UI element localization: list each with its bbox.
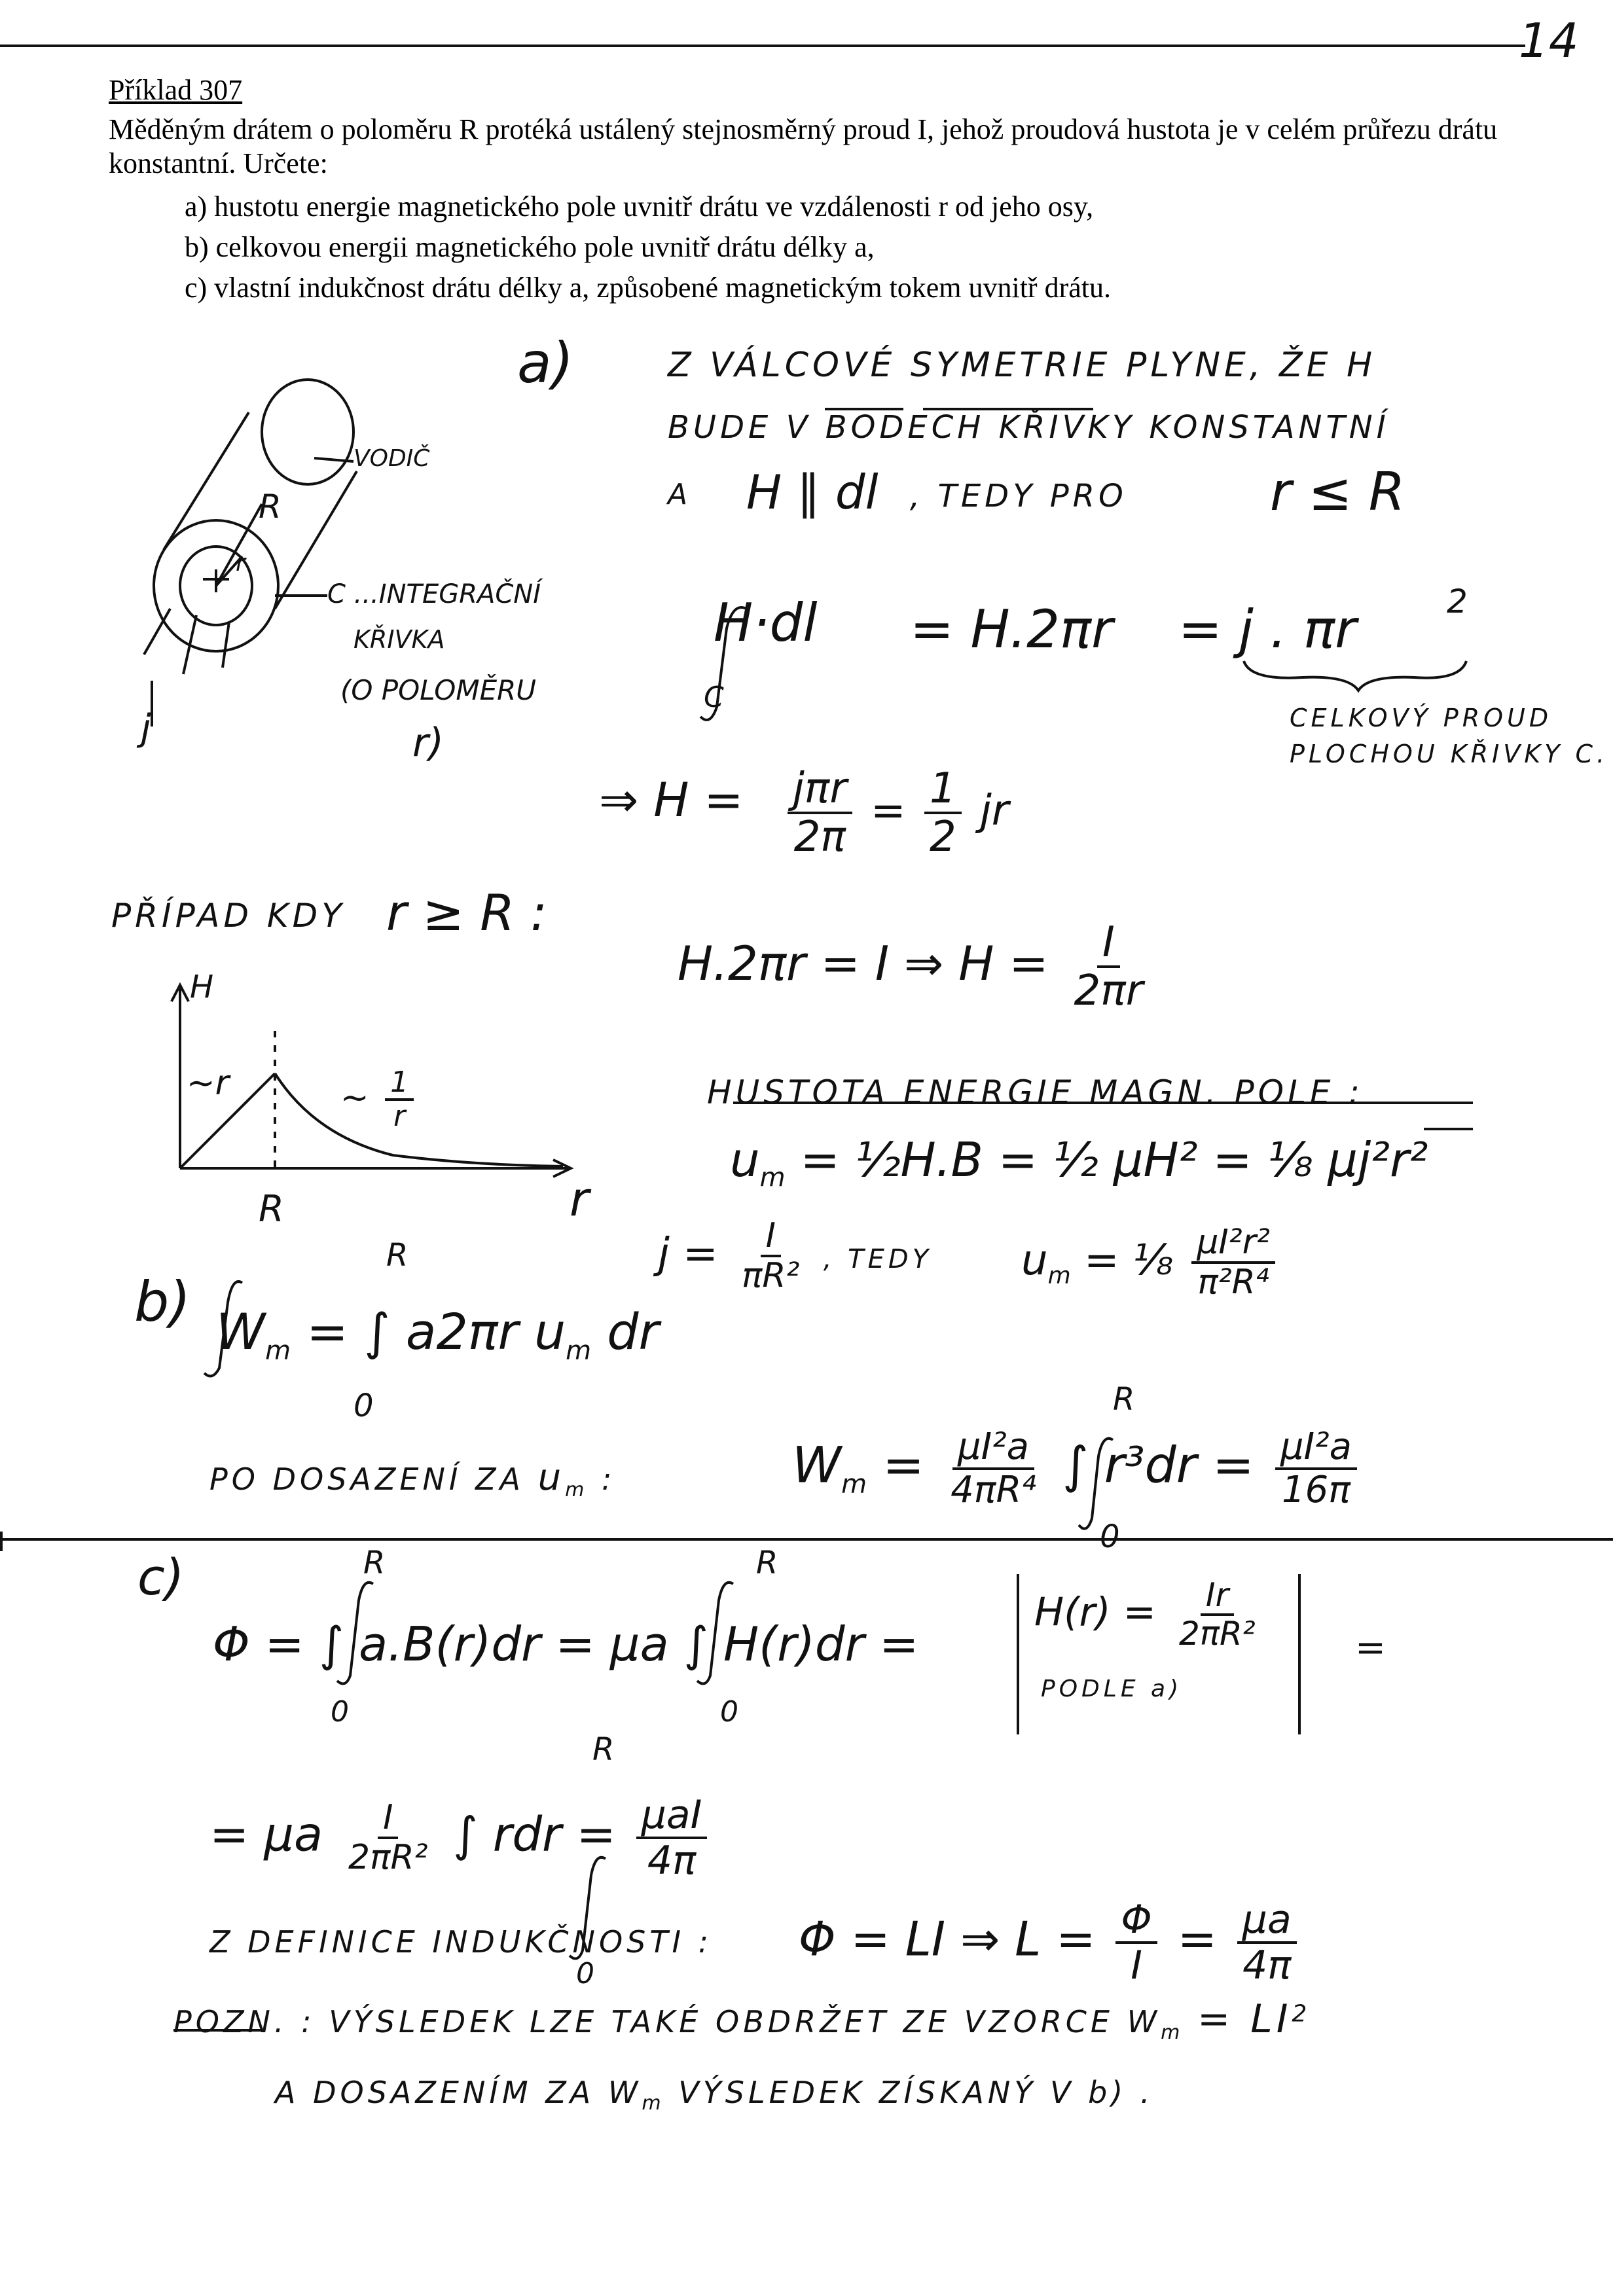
wm2-upper: R <box>1113 1381 1135 1418</box>
fig-label-c: C ...INTEGRAČNÍ <box>327 579 541 609</box>
symmetry-tedy: , TEDY PRO <box>910 478 1127 514</box>
um-num: μI²r² <box>1191 1224 1275 1264</box>
def-eq2: = <box>1177 1911 1217 1967</box>
brace <box>1244 661 1466 691</box>
part-b-label: b) <box>134 1270 191 1334</box>
page-number: 14 <box>1519 13 1579 68</box>
j-num: I <box>761 1217 781 1257</box>
def-num: Φ <box>1115 1898 1157 1944</box>
wm2-num: μI²a <box>952 1427 1034 1470</box>
wm-upper: R <box>386 1237 408 1274</box>
graph-axis-x-label: r <box>570 1172 589 1227</box>
line2-formula <box>209 1793 712 1882</box>
ampere-exponent: 2 <box>1447 583 1468 620</box>
def-res-num: μa <box>1237 1898 1297 1944</box>
note-line1-text: : VÝSLEDEK LZE TAKÉ OBDRŽET ZE VZORCE W <box>301 2004 1161 2039</box>
fig-label-j: j <box>141 707 151 749</box>
result-num: jπr <box>788 766 852 814</box>
fig-label-vodic: VODIČ <box>353 445 430 472</box>
graph-inner-label: ~r <box>187 1064 229 1103</box>
note-label: POZN. <box>173 2004 288 2039</box>
note-line1-exp: 2 <box>1292 2000 1311 2028</box>
result-den: 2π <box>793 813 846 862</box>
fig-label-krivka: KŘIVKA <box>353 625 445 654</box>
problem-intro: Měděným drátem o poloměru R protéká ustálený stejnosměrný proud I, jehož proudová hustota je v celém průřezu drátu konstantní. Určete: <box>109 113 1498 179</box>
j-definition <box>658 1217 932 1295</box>
box-den: 2πR² <box>1179 1615 1256 1653</box>
note-line1-tail: = LI <box>1197 1996 1292 2042</box>
line2-res-num: μaI <box>636 1793 708 1839</box>
wm-rhs-sub: m <box>566 1336 592 1367</box>
part-a-label: a) <box>517 331 574 396</box>
wire-figure <box>144 380 357 726</box>
case-condition: r ≥ R : <box>386 884 547 942</box>
brace-note-1: CELKOVÝ PROUD <box>1290 704 1553 732</box>
ampere-rhs: = j . πr <box>1178 599 1357 660</box>
line2-den: 2πR² <box>348 1838 428 1877</box>
wm2-res-num: μI²a <box>1275 1427 1357 1470</box>
fig-label-polomer: (O POLOMĚRU <box>340 674 537 706</box>
energy-formula <box>730 1132 1428 1193</box>
energy-title: HUSTOTA ENERGIE MAGN. POLE : <box>707 1073 1364 1111</box>
phi-lower-1: 0 <box>331 1695 349 1729</box>
wm2-formula <box>792 1427 1362 1510</box>
definition-formula <box>799 1898 1302 1987</box>
wm2-den: 4πR⁴ <box>951 1468 1036 1511</box>
def-res-den: 4π <box>1242 1943 1292 1988</box>
j-den: πR² <box>742 1256 800 1296</box>
brace-note-2: PLOCHOU KŘIVKY C. <box>1290 740 1609 768</box>
subst-colon: : <box>602 1462 616 1497</box>
wm2-res-den: 16π <box>1281 1468 1350 1511</box>
line2-upper: R <box>592 1731 615 1768</box>
um-sub: m <box>1047 1262 1071 1289</box>
ampere-mid: = H.2πr <box>910 599 1113 660</box>
box-formula <box>1034 1577 1266 1652</box>
note-line2-tail: VÝSLEDEK ZÍSKANÝ V b) . <box>678 2075 1154 2110</box>
problem-item-c: c) vlastní indukčnost drátu délky a, způsobené magnetickým tokem uvnitř drátu. <box>185 272 1111 304</box>
symmetry-line-2: BUDE V BODECH KŘIVKY KONSTANTNÍ <box>668 409 1390 446</box>
def-den: I <box>1131 1943 1142 1988</box>
symmetry-line-1: Z VÁLCOVÉ SYMETRIE PLYNE, ŽE H <box>668 346 1377 385</box>
wm2-lower: 0 <box>1100 1518 1120 1555</box>
fig-label-r: r <box>236 550 245 577</box>
um-formula <box>1021 1224 1280 1301</box>
box-eq: = <box>1355 1626 1386 1669</box>
energy-mid: = ½H.B = ½ μH² = ⅛ μj²r² <box>800 1132 1428 1187</box>
wm-rhs-tail: dr <box>607 1302 659 1361</box>
case-num: I <box>1097 920 1120 968</box>
wm2-int: ∫ r³dr = <box>1062 1435 1254 1494</box>
graph-outer-tilde: ~ <box>340 1078 369 1118</box>
phi-lower-2: 0 <box>720 1695 738 1729</box>
condition-r-le-R: r ≤ R <box>1270 461 1405 522</box>
note-line-1 <box>173 1996 1311 2044</box>
wm2-eq: = <box>882 1435 924 1494</box>
result-eq: = <box>870 786 906 835</box>
fig-label-R: R <box>259 488 281 526</box>
graph-outer-den: r <box>393 1100 406 1134</box>
box-lhs: H(r) = <box>1034 1589 1156 1636</box>
problem-item-b: b) celkovou energii magnetického pole uvnitř drátu délky a, <box>185 231 875 263</box>
h-parallel-dl: H ∥ dl <box>746 465 879 520</box>
um-prefix: = ⅛ <box>1083 1236 1173 1285</box>
line2-lower: 0 <box>576 1957 594 1990</box>
wm-integral <box>216 1302 659 1366</box>
definition-text: Z DEFINICE INDUKČNOSTI : <box>209 1924 713 1960</box>
problem-title: Příklad 307 <box>109 74 243 106</box>
line2-num: I <box>378 1799 398 1839</box>
um-u: u <box>1021 1236 1048 1285</box>
case-den: 2πr <box>1074 967 1144 1016</box>
um-den: π²R⁴ <box>1197 1263 1269 1302</box>
line2-int: ∫ rdr = <box>453 1806 616 1862</box>
wm2-w: W <box>792 1435 842 1494</box>
case-eq-text: H.2πr = I ⇒ H = <box>678 935 1049 991</box>
wm-rhs: = ∫ a2πr u <box>306 1302 566 1361</box>
wm-w: W <box>216 1302 266 1361</box>
energy-sub: m <box>759 1162 786 1193</box>
note-line-2 <box>275 2075 1153 2115</box>
note-line2-sub: m <box>642 2092 665 2115</box>
subst-text <box>209 1456 616 1501</box>
graph-tick-R: R <box>259 1188 284 1230</box>
case-label: PŘÍPAD KDY <box>111 897 346 935</box>
j-def-prefix: j = <box>658 1229 718 1278</box>
box-note: PODLE a) <box>1041 1676 1183 1702</box>
subst-label: PO DOSAZENÍ ZA <box>209 1462 525 1497</box>
phi-upper-1: R <box>363 1545 386 1581</box>
case-eq <box>678 920 1153 1014</box>
ampere-subscript-c: C <box>704 681 724 714</box>
result-half-num: 1 <box>924 766 962 814</box>
problem-item-a: a) hustotu energie magnetického pole uvnitř drátu ve vzdálenosti r od jeho osy, <box>185 190 1094 223</box>
graph-axis-y-label: H <box>190 969 214 1005</box>
wm-lower: 0 <box>353 1388 374 1424</box>
energy-u: u <box>730 1132 760 1187</box>
part-c-label: c) <box>137 1548 185 1606</box>
line2-res-den: 4π <box>647 1838 697 1884</box>
result-fraction <box>782 766 1009 861</box>
wm-sub: m <box>265 1336 291 1367</box>
graph-outer-num: 1 <box>385 1067 414 1101</box>
result-half-den: 2 <box>929 813 956 862</box>
symmetry-a: A <box>668 478 688 511</box>
fig-label-r-close: r) <box>412 720 444 766</box>
box-num: Ir <box>1201 1577 1234 1616</box>
subst-um: u <box>537 1456 566 1499</box>
line2-prefix: = μa <box>209 1806 323 1862</box>
note-line2-text: A DOSAZENÍM ZA W <box>275 2075 642 2110</box>
graph-outer-label <box>340 1067 419 1133</box>
result-prefix: ⇒ H = <box>599 772 744 827</box>
ampere-lhs: H·dl <box>714 592 818 653</box>
note-line1-sub: m <box>1161 2021 1184 2045</box>
subst-um-sub: m <box>565 1479 589 1502</box>
j-tedy: , TEDY <box>823 1244 933 1274</box>
phi-upper-2: R <box>756 1545 778 1581</box>
def-eq: Φ = LI ⇒ L = <box>799 1911 1096 1967</box>
result-tail: jr <box>980 786 1009 835</box>
wm2-sub: m <box>841 1469 867 1499</box>
phi-expression: Φ = ∫ a.B(r)dr = μa ∫ H(r)dr = <box>213 1617 919 1672</box>
